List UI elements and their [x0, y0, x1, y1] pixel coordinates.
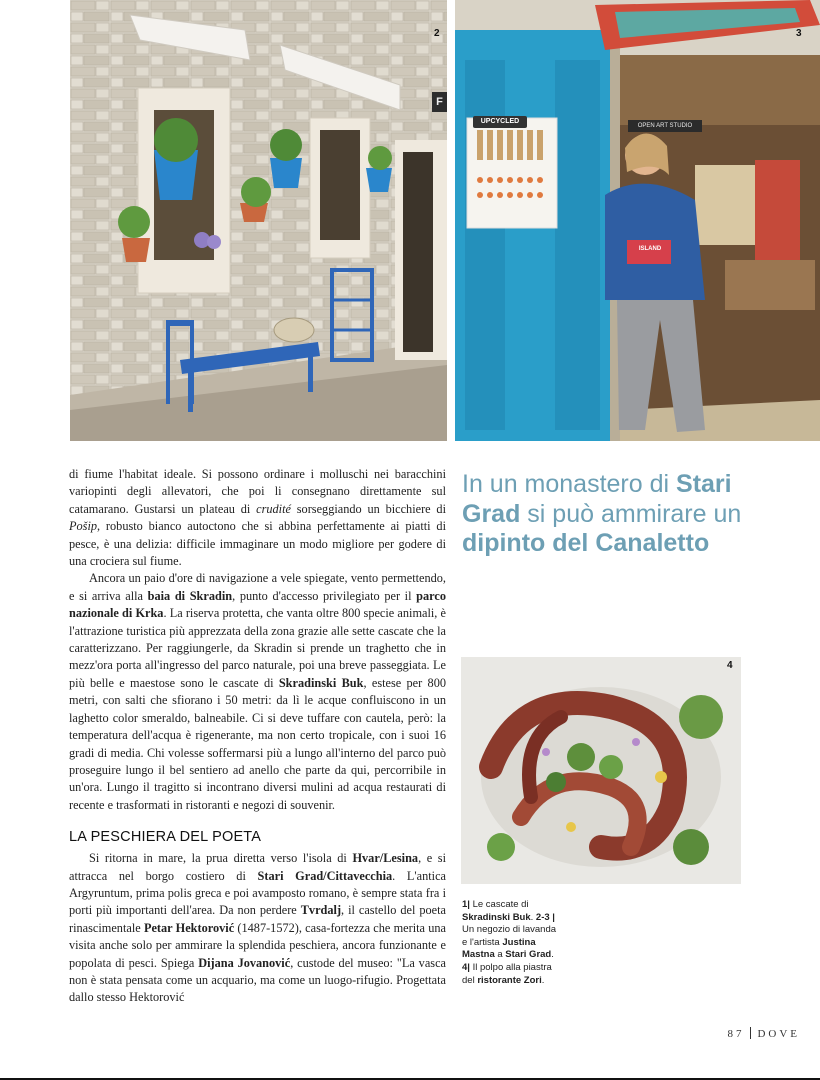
pull-quote: In un monastero di Stari Grad si può ammirare un dipinto del Canaletto	[462, 470, 742, 557]
paragraph-2: Ancora un paio d'ore di navigazione a vele spiegate, vento permettendo, e si arriva alla baia di Skradin, punto d'accesso privilegiato per il parco nazionale di Krka. La riserva protetta, che vanta oltre 800 specie animali, è l'attrazione turistica più apprezzata della zona grazie alle sette cascate che la caratterizzano. Per raggiungerle, da Skradin si prende un traghetto che in mezz'ora porta all'ingresso del parco naturale, poi una breve passeggiata. Le più belle e maestose sono le cascate di Skradinski Buk, estese per 800 metri, con salti che sfiorano i 50 metri: da lì le acque confluiscono in un laghetto color smeraldo, balneabile. Ci si deve tuffare con cautela, però: la temperatura dell'acqua è rigenerante, ma non certo tropicale, con i suoi 16 gradi di media. Chi volesse soffermarsi più a lungo all'interno del parco può proseguire lungo il bel sentiero ad anello che parte da qui, percorribile in un'ora. Lungo il tragitto si incontrano diversi mulini ad acqua restaurati di recente e trasformati in ristoranti e negozi di souvenir.	[69, 571, 447, 812]
folio-divider	[750, 1027, 751, 1039]
paragraph-3: Si ritorna in mare, la prua diretta verso l'isola di Hvar/Lesina, e si attracca nel borgo costiero di Stari Grad/Cittavecchia. L'antica Argyruntum, prima polis greca e poi avamposto romano, è sempre stata fra i porti più importanti dell'area. Da non perdere Tvrdalj, il castello del poeta rinascimentale Petar Hektorović (1487-1572), casa-fortezza che merita una visita anche solo per ammirare la splendida peschiera, ancora funzionante e popolata di pesci. Spiega Dijana Jovanović, custode del museo: "La vasca non è stata pensata come un acquario, ma come un luogo-rifugio. Progettata dallo stesso Hektorović	[69, 851, 447, 1005]
photo-number-3: 3	[796, 28, 802, 39]
page-folio	[727, 1027, 800, 1040]
octopus-illustration	[461, 657, 741, 884]
photo-number-4: 4	[727, 660, 733, 671]
photo-caption: 1| Le cascate di Skradinski Buk. 2-3 | Un negozio di lavanda e l'artista Justina Mastna a Stari Grad. 4| Il polpo alla piastra del ristorante Zori.	[462, 899, 557, 986]
shop-entrance-illustration	[455, 0, 820, 441]
photo-shop-entrance	[455, 0, 820, 441]
shirt-logo: ISLAND	[638, 246, 662, 252]
magazine-name: DOVE	[757, 1028, 800, 1040]
section-heading: LA PESCHIERA DEL POETA	[69, 829, 262, 846]
photo-stone-house	[70, 0, 447, 441]
article-body	[69, 466, 446, 1007]
photo-number-2: 2	[434, 28, 440, 39]
art-studio-banner: OPEN ART STUDIO	[628, 120, 702, 132]
store-sign: F	[432, 92, 447, 112]
photo-octopus	[461, 657, 741, 884]
upcycled-sign: UPCYCLED	[473, 116, 527, 128]
paragraph-1: di fiume l'habitat ideale. Si possono ordinare i molluschi nei baracchini variopinti degli allevatori, che poi li consegnano direttamente sul catamarano. Gustarsi un plateau di crudité sorseggiando un bicchiere di Pošip, robusto bianco autoctono che si abbina perfettamente ai piatti di pesce, è una delizia: difficile immaginare un modo migliore per godere di una crociera sul fiume.	[69, 467, 446, 569]
page-number: 87	[727, 1028, 745, 1040]
stone-house-illustration	[70, 0, 447, 441]
